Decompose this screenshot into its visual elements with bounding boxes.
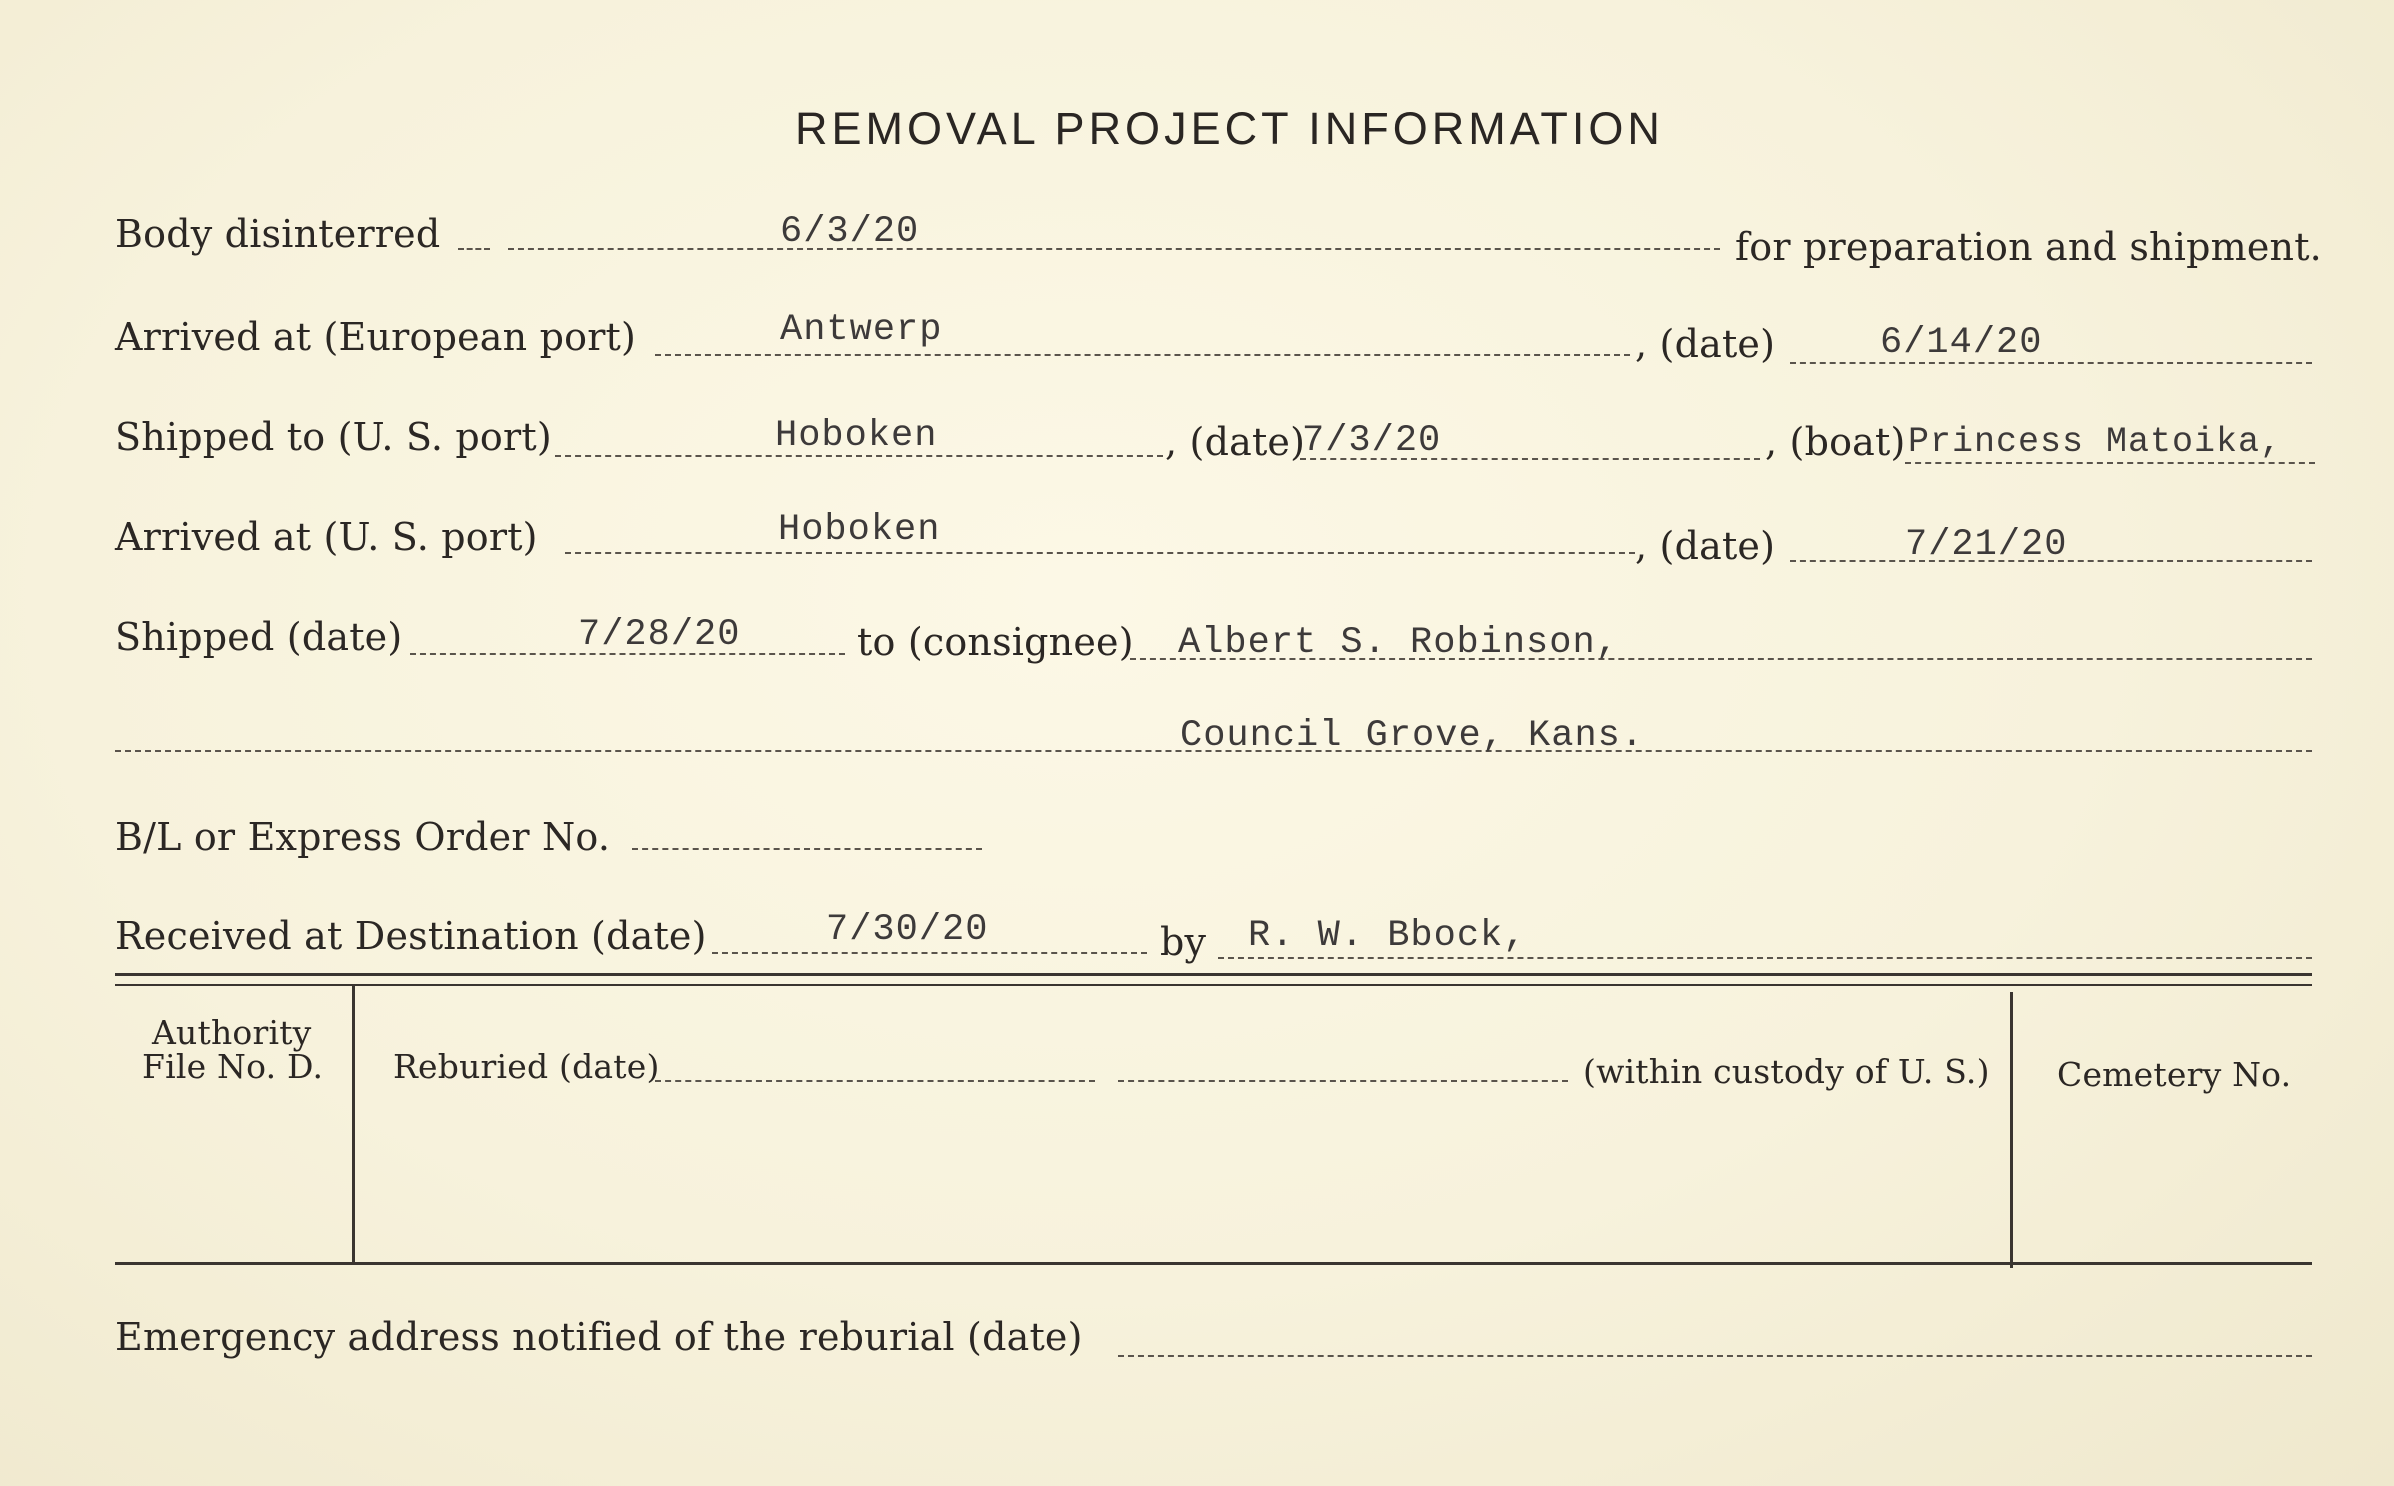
table-divider-right — [2010, 992, 2013, 1268]
arrived-euro-label: Arrived at (European port) — [115, 315, 637, 359]
disinterred-suffix: for preparation and shipment. — [1735, 225, 2322, 269]
arrived-us-port-value: Hoboken — [778, 509, 941, 551]
file-no-label: File No. D. — [142, 1047, 324, 1086]
arrived-us-date-label: , (date) — [1635, 524, 1776, 568]
bl-label: B/L or Express Order No. — [115, 815, 611, 859]
table-top-rule — [115, 973, 2312, 976]
shipped-us-boat-line — [1905, 462, 2315, 464]
reburied-line-2 — [1118, 1080, 1568, 1082]
arrived-us-fill-line — [565, 552, 1635, 554]
consignee-label: to (consignee) — [857, 620, 1134, 664]
custody-label: (within custody of U. S.) — [1583, 1052, 1990, 1091]
authority-label: Authority — [152, 1013, 312, 1052]
received-by-value: R. W. Bbock, — [1248, 915, 1527, 957]
arrived-euro-fill-line — [655, 354, 1630, 356]
shipped-us-date-value: 7/3/20 — [1302, 420, 1442, 462]
card-title: REMOVAL PROJECT INFORMATION — [795, 103, 1664, 154]
received-label: Received at Destination (date) — [115, 914, 707, 958]
received-by-line — [1218, 957, 2312, 959]
dotted-line — [458, 248, 490, 250]
emergency-label: Emergency address notified of the reburial (date) — [115, 1315, 1083, 1359]
consignee-value: Albert S. Robinson, — [1178, 622, 1619, 664]
disinterred-label: Body disinterred — [115, 212, 441, 256]
arrived-euro-port-value: Antwerp — [780, 309, 943, 351]
arrived-euro-date-value: 6/14/20 — [1880, 322, 2043, 364]
shipped-us-date-label: , (date) — [1165, 420, 1306, 464]
consignee-address-value: Council Grove, Kans. — [1180, 715, 1645, 757]
disinterred-date-value: 6/3/20 — [780, 211, 920, 253]
received-date-value: 7/30/20 — [826, 909, 989, 951]
shipped-us-boat-value: Princess Matoika, — [1908, 422, 2283, 462]
shipped-us-label: Shipped to (U. S. port) — [115, 415, 552, 459]
arrived-euro-date-label: , (date) — [1635, 322, 1776, 366]
received-date-line — [712, 952, 1147, 954]
shipped-us-port-value: Hoboken — [775, 415, 938, 457]
disinterred-fill-line — [508, 248, 1720, 250]
shipped-date-label: Shipped (date) — [115, 615, 403, 659]
arrived-euro-date-line — [1790, 362, 2312, 364]
shipped-date-value: 7/28/20 — [578, 614, 741, 656]
received-by-label: by — [1160, 920, 1207, 964]
reburied-line — [655, 1080, 1095, 1082]
emergency-line — [1118, 1355, 2312, 1357]
arrived-us-label: Arrived at (U. S. port) — [115, 515, 538, 559]
bl-line — [632, 848, 982, 850]
arrived-us-date-value: 7/21/20 — [1905, 524, 2068, 566]
shipped-us-boat-label: , (boat) — [1765, 420, 1906, 464]
table-divider-left — [352, 986, 355, 1262]
table-top-rule-double — [115, 984, 2312, 986]
reburied-label: Reburied (date) — [393, 1047, 660, 1086]
cemetery-no-label: Cemetery No. — [2057, 1055, 2292, 1094]
table-bottom-rule — [115, 1262, 2312, 1265]
